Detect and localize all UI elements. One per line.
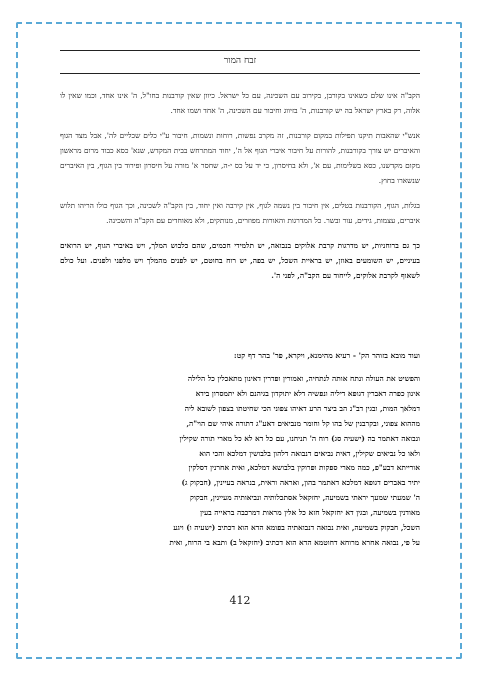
paragraph-3: בגלות, הגוף, הקורבנות בטלים, אין חיבור בין נשמה לגוף, אין קירבה ואין יחוד, בין הקב"ה לשכינה, וכך הגוף כולו הריהו תלוש איברים, עצמות, גידים, עור ובשר. כל המדרגות והאורות מפוזרים, מנותקים, ולא מאוחדים עם הקב"ה והשכינה. <box>60 201 420 225</box>
zohar-line: אורייתא דבע"פ, כמה מארי ספקות ופרוקין בלבושא דמלכא, ואית אחרנין דסלקין <box>188 463 420 473</box>
page-number: 412 <box>229 594 251 607</box>
body-text <box>60 88 420 293</box>
zohar-line: על פי, נבואה אחרא מרוחא דחוטמא הדא הוא דכתיב (יחזקאל ב) ותבא בי הרוח, ואית <box>169 537 420 547</box>
zohar-line: ה' שמעתי שמעך יראתי בשמיעה, יחזקאל אסתכלותיה ונביאותיה מעיינין, חבקוק <box>190 493 420 503</box>
running-header <box>60 50 420 74</box>
header-title: זבח המור <box>223 56 257 66</box>
zohar-line: מאודנין בשמיעה, ובגין דא יחזקאל חזא כל אלין מראות דמרכבה בראייה בעין <box>200 508 420 518</box>
paragraph-4: כך גם ברוחניות, יש מדרגות קרבת אלוקים בנבואה, יש תלמידי חכמים, שהם כלבוש המלך, ויש באיברי הגוף, יש הרואים בעיניים, יש השומעים באוזן, יש בראיית השכל, יש בפה, יש רוח בחוטם, יש לפנים מהמלך ויש מלפני ולפנים. ועל כולם לשאוף לקרבת אלוקים, לייחוד עם הקב"ה, לפני ה'. <box>60 241 420 280</box>
zohar-line: השכל, חבקוק בשמיעה, ואית נבואה דנבואתיה בפומא הדא הוא דכתיב (ישעיה ו) ויגע <box>173 523 420 533</box>
zohar-line: יתיר באברים דגופא דמלכא דאתמר בהון, ואראה וראית, בנראה בעיינין, (חבקוק ג) <box>181 478 420 488</box>
zohar-line: ולאו כל נביאים שקילין, דאית נביאים דנבואה דלהון בלבושין דמלכא והכי הוא <box>199 448 420 458</box>
zohar-line: והפשיט את העולה ונתח אותה לנתחיה, ואמורין ופדרין דאינון מתאכלין כל הלילה <box>187 374 420 383</box>
paragraph-2: אנש"י שהאבות תיקנו תפילות במקום קורבנות, זה מקרב נפשות, רוחות ונשמות, חיבור ע"י כלים שכליים לה', אבל מצד הגוף והאיברים יש צורך בקורבנות, להורות על חיבור איברי הגוף אל ה', יחוד המתרחש בבית המקדש, שנא' כסא כבוד מרום מראשון מקום מקדשנו, כסא בשלימות, עם א', ולא בחיסרון, כי יד על כס י-ה, שחסר א' מורה על חיסרון ופירוד בין הגוף, בין האיברים שנשארו בחוץ. <box>60 131 420 185</box>
zohar-line: ונבואה דאתמר בה (ישעיה סג) רוח ה' תניחנו, עם כל דא לא כל מארי תורה שקילין <box>179 433 420 443</box>
paragraph-1: הקב"ה אינו שלם כשאינו בקורבן, בקירוב עם השכינה, עם כל ישראל. כיוון שאין קורבנות בחו"ל, ה' אינו אחד, וכמו שאין לו אלוה, רק בארץ ישראל בה יש קורבנות, ה' בזיווג וחיבור עם השכינה, ה' אחד ושמו אחד. <box>60 91 420 115</box>
zohar-line: אינון כפרה דאברין דגופא דיליה ונפשיה דלא יתוקדון בגיהנם ולא יתמסרון בידא <box>195 388 420 398</box>
zohar-quote <box>60 372 420 551</box>
zohar-line: מההוא צפוני, ובקרבנין של בהו קל וחומר מנביאים דאע"ג דתורה איהי שם הוי"ה, <box>186 418 420 428</box>
zohar-source-heading: ועוד מובא בזוהר הק' - רעיא מהימנא, ויקרא, פר' בהר דף קט: <box>233 351 420 360</box>
zohar-line: דמלאך המות, ובגין דב"נ הב ביצר הרע דאיהו צפוני הכי שחיטתו בצפון לשובא ליה <box>184 403 420 413</box>
